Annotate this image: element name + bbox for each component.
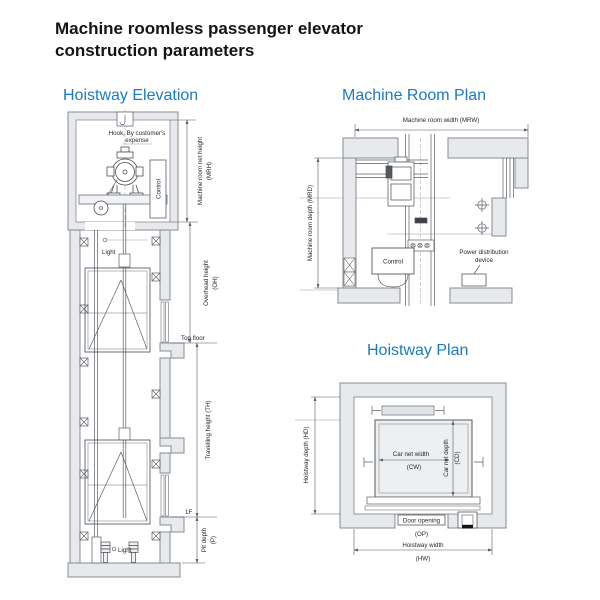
mid-floor-slab [160, 438, 184, 453]
cw-abbr: (CW) [406, 464, 422, 471]
car-sill-platform [365, 497, 480, 510]
hook-note-line2: expense [125, 137, 149, 144]
buffer [101, 542, 110, 563]
cw-label: Car net width [392, 451, 430, 458]
power-distribution-device [459, 249, 509, 286]
machine-room-plan-diagram [300, 110, 545, 310]
power-label-line1: Power distribution [459, 249, 509, 256]
counterweight [372, 406, 444, 415]
top-light-label: Light [102, 249, 116, 256]
hw-abbr: (HW) [415, 555, 431, 563]
top-light [102, 238, 148, 256]
hoistway-elevation-diagram [55, 108, 225, 578]
mrh-label: Machine room net height [197, 136, 204, 206]
page-title-line2: construction parameters [55, 41, 255, 60]
th-label: Travelling height (TH) [205, 400, 212, 460]
first-floor-label: 1F [185, 509, 193, 516]
anchor-point [475, 198, 489, 235]
hw-label: Hoistway width [402, 542, 444, 549]
machine-room-walls [338, 138, 528, 303]
pit-floor [68, 563, 180, 577]
hd-label: Hoistway depth (HD) [303, 426, 310, 484]
control-plan-label: Control [383, 258, 403, 266]
oh-label: Overhead height [203, 260, 210, 306]
hoistway-plan-diagram [295, 365, 555, 577]
oh-abbr: (OH) [212, 276, 219, 290]
control-cabinet [150, 160, 166, 218]
op-abbr: (OP) [414, 531, 429, 538]
mrd-label: Machine room depth (MRD) [307, 184, 314, 262]
op-label: Door opening [402, 517, 441, 525]
top-floor-slab [160, 343, 184, 358]
top-floor-label: Top floor [181, 335, 205, 342]
machine-room-plan-title: Machine Room Plan [342, 87, 487, 104]
power-label-line2: device [475, 257, 493, 264]
cd-abbr: (CD) [454, 451, 461, 465]
mrw-label: Machine room width (MRW) [402, 117, 480, 124]
landing-door-detail [458, 512, 477, 529]
page-title-line1: Machine roomless passenger elevator [55, 19, 364, 38]
pit-light [112, 547, 131, 554]
pit-depth-abbr: (P) [210, 535, 217, 545]
ladder [503, 158, 514, 198]
pit-depth-label: Pit depth [201, 527, 208, 553]
wall-column [492, 198, 506, 236]
control-label: Control [155, 179, 163, 199]
ventilation-fan [344, 258, 355, 286]
hoistway-plan-title: Hoistway Plan [367, 342, 469, 359]
mrh-abbr: (MRH) [206, 161, 213, 181]
deflector-sheave [94, 201, 108, 215]
control-cabinet-plan [372, 248, 414, 287]
pit-light-label: Light [118, 547, 132, 554]
slab-opening [85, 222, 135, 230]
rail-foot [92, 537, 101, 563]
first-floor-slab [160, 517, 184, 532]
page-title [55, 18, 363, 62]
traction-machine-plan [386, 157, 427, 223]
hoistway-elevation-title: Hoistway Elevation [63, 87, 199, 104]
cd-label: Car net depth [443, 439, 450, 477]
hook-note-line1: Hook, By customer's [108, 130, 166, 137]
hook-notch [117, 112, 133, 126]
